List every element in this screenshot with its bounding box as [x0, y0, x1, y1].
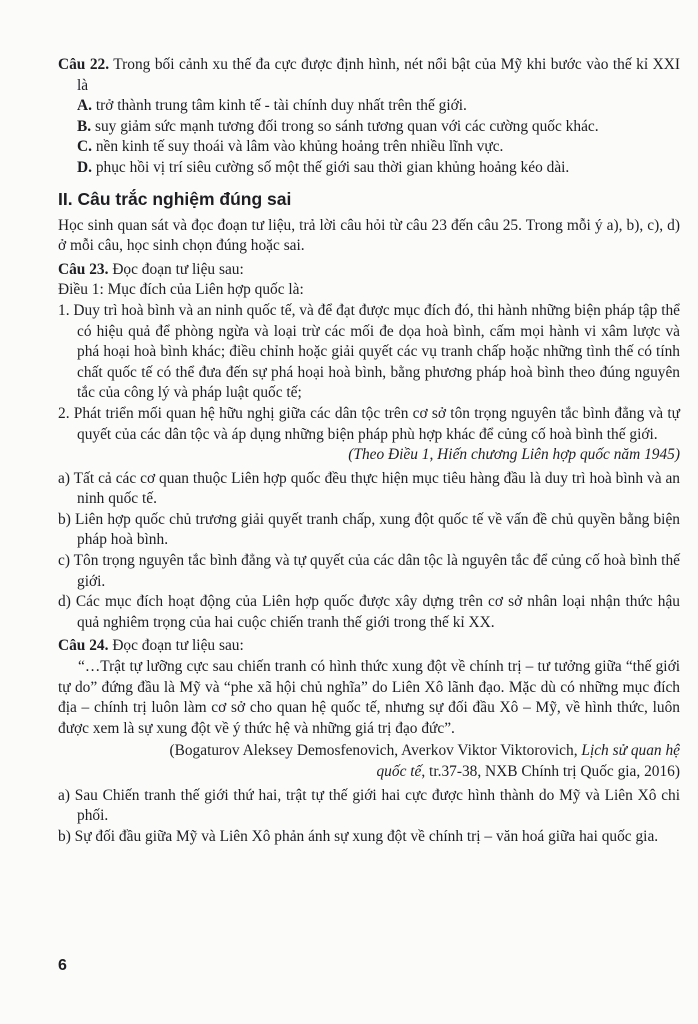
page-number: 6: [58, 957, 67, 974]
statement-c: c) Tôn trọng nguyên tắc bình đẳng và tự quyết của các dân tộc là nguyên tắc để củng cố hoà bình thế giới.: [58, 552, 680, 590]
textbook-page: [58, 55, 680, 847]
question-24: [58, 636, 680, 847]
statement-a: a) Sau Chiến tranh thế giới thứ hai, trật tự thế giới hai cực được hình thành do Mỹ và Liên Xô chi phối.: [58, 786, 680, 825]
statement-b: b) Liên hợp quốc chủ trương giải quyết tranh chấp, xung đột quốc tế về vấn đề chủ quyền bằng biện pháp hoà bình.: [58, 510, 680, 549]
option-d: D. phục hồi vị trí siêu cường số một thế giới sau thời gian khủng hoảng kéo dài.: [77, 158, 570, 176]
statement-b: b) Sự đối đầu giữa Mỹ và Liên Xô phản ánh sự xung đột về chính trị – văn hoá giữa hai quốc gia.: [58, 827, 659, 845]
article-point-2: 2. Phát triển mối quan hệ hữu nghị giữa các dân tộc trên cơ sở tôn trọng nguyên tắc bình đẳng và tự quyết của các dân tộc và áp dụng những biện pháp phù hợp khác để củng cố hoà bình thế giới.: [58, 404, 680, 443]
section-heading: II. Câu trắc nghiệm đúng sai: [58, 188, 292, 209]
article-title: Điều 1: Mục đích của Liên hợp quốc là:: [58, 281, 304, 299]
source-citation: (Bogaturov Aleksey Demosfenovich, Averkov Viktor Viktorovich, Lịch sử quan hệ quốc tế, tr.37-38, NXB Chính trị Quốc gia, 2016): [169, 742, 680, 780]
source-citation: (Theo Điều 1, Hiến chương Liên hợp quốc năm 1945): [348, 446, 680, 464]
question-label: Câu 23. Đọc đoạn tư liệu sau:: [58, 260, 244, 278]
question-22: [58, 55, 680, 179]
option-b: B. suy giảm sức mạnh tương đối trong so sánh tương quan với các cường quốc khác.: [77, 117, 599, 135]
option-c: C. nền kinh tế suy thoái và lâm vào khủng hoảng trên nhiều lĩnh vực.: [77, 138, 504, 156]
section-instructions: Học sinh quan sát và đọc đoạn tư liệu, trả lời câu hỏi từ câu 23 đến câu 25. Trong mỗi ý a), b), c), d) ở mỗi câu, học sinh chọn đúng hoặc sai.: [58, 216, 680, 255]
question-label: Câu 24. Đọc đoạn tư liệu sau:: [58, 637, 244, 655]
question-stem: Câu 22. Trong bối cảnh xu thế đa cực được định hình, nét nổi bật của Mỹ khi bước vào thế kỉ XXI là: [58, 56, 680, 94]
statement-a: a) Tất cả các cơ quan thuộc Liên hợp quốc đều thực hiện mục tiêu hàng đầu là duy trì hoà bình và an ninh quốc tế.: [58, 469, 680, 508]
statement-d: d) Các mục đích hoạt động của Liên hợp quốc được xây dựng trên cơ sở nhân loại nhận thức hậu quả nghiêm trọng của hai cuộc chiến tranh thế giới trong thế kỉ XX.: [58, 593, 680, 631]
question-23: [58, 260, 680, 634]
quote-passage: “…Trật tự lưỡng cực sau chiến tranh có hình thức xung đột về chính trị – tư tưởng giữa “thế giới tự do” đứng đầu là Mỹ và “phe xã hội chủ nghĩa” do Liên Xô lãnh đạo. Mặc dù có những mục đích địa – chính trị luôn làm cơ sở cho quan hệ quốc tế, nhưng sự đối đầu Xô – Mỹ, về hình thức, luôn được xem là sự xung đột về ý thức hệ và những giá trị đạo đức”.: [58, 658, 680, 737]
option-a: A. trở thành trung tâm kinh tế - tài chính duy nhất trên thế giới.: [77, 97, 467, 115]
article-point-1: 1. Duy trì hoà bình và an ninh quốc tế, và để đạt được mục đích đó, thi hành những biện pháp tập thể có hiệu quả để phòng ngừa và loại trừ các mối đe dọa hoà bình, cấm mọi hành vi xâm lược và phá hoại hoà bình khác; điều chỉnh hoặc giải quyết các vụ tranh chấp hoặc những tình thế có tính chất quốc tế có thể đưa đến sự phá hoại hoà bình, bằng phương pháp hoà bình theo đúng nguyên tắc của công lý và pháp luật quốc tế;: [58, 301, 680, 402]
